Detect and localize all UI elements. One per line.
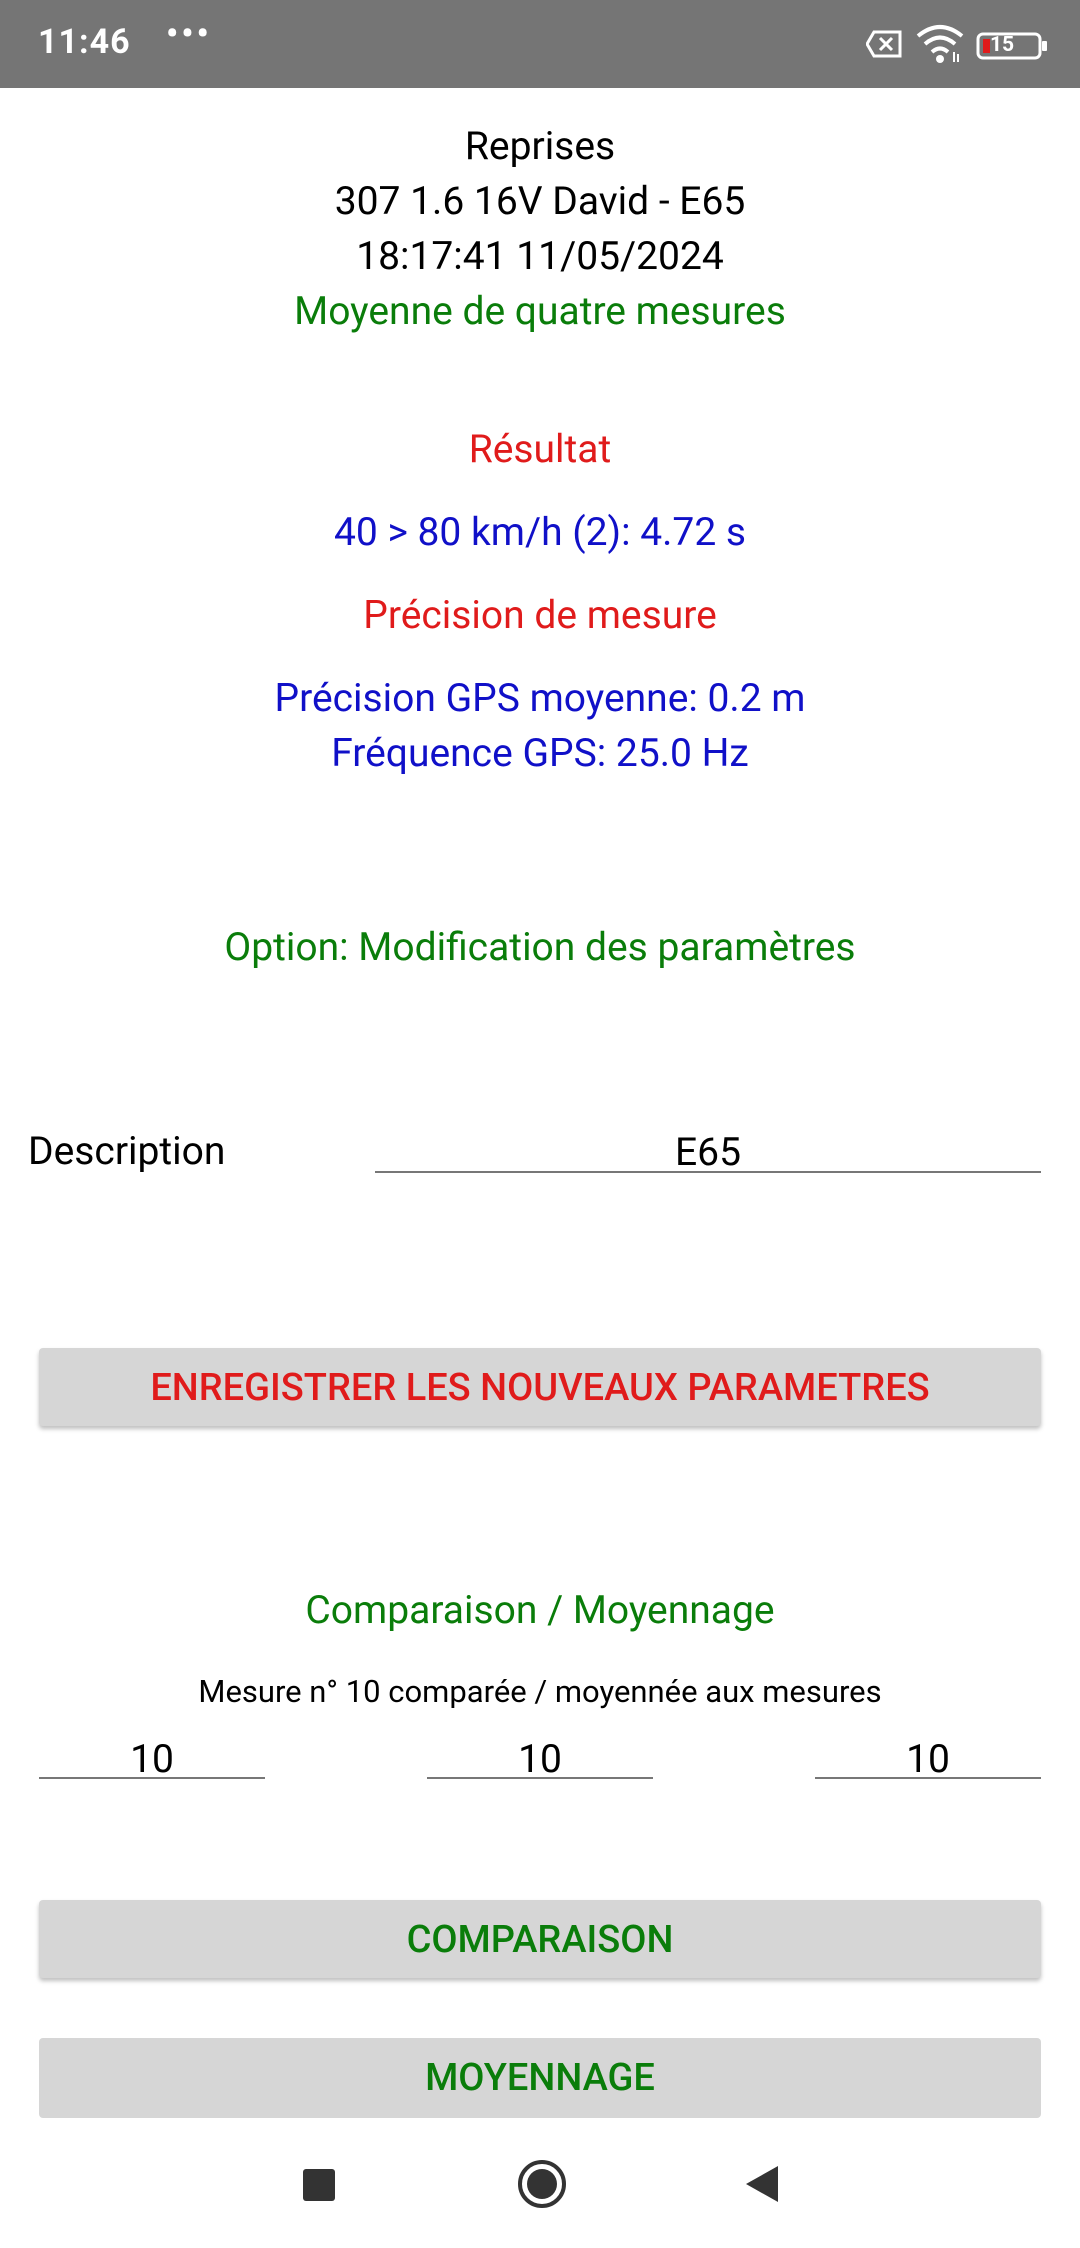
sim-x-icon [866,30,902,62]
save-parameters-button[interactable]: ENREGISTRER LES NOUVEAUX PARAMETRES [39,1348,1041,1426]
home-icon[interactable] [516,2158,568,2214]
status-time: 11:46 [38,22,131,62]
wifi-icon [916,24,964,68]
battery-level: 15 [990,33,1015,57]
compare-measure-3-input[interactable]: 10 [815,1734,1041,1779]
comparison-heading: Comparaison / Moyennage [305,1587,775,1633]
description-label: Description [28,1128,226,1174]
vehicle-name: 307 1.6 16V David - E65 [334,178,746,224]
compare-measure-2-input[interactable]: 10 [427,1734,653,1779]
options-heading: Option: Modification des paramètres [224,924,856,970]
precision-heading: Précision de mesure [363,592,717,638]
description-input[interactable]: E65 [375,1125,1041,1173]
result-value: 40 > 80 km/h (2): 4.72 s [333,509,747,555]
measurement-datetime: 18:17:41 11/05/2024 [356,233,724,279]
comparison-button[interactable]: COMPARAISON [39,1900,1041,1978]
averaging-button[interactable]: MOYENNAGE [39,2038,1041,2118]
recents-icon[interactable] [302,2168,336,2206]
page-title: Reprises [464,123,616,169]
battery-icon [976,32,1048,64]
average-note: Moyenne de quatre mesures [294,288,786,334]
gps-accuracy: Précision GPS moyenne: 0.2 m [274,675,806,721]
notification-dots: ••• [166,14,212,54]
comparison-subtitle: Mesure n° 10 comparée / moyennée aux mesures [198,1673,882,1710]
navigation-bar [0,2120,1080,2248]
back-icon[interactable] [744,2164,780,2208]
gps-frequency: Fréquence GPS: 25.0 Hz [331,730,749,776]
compare-measure-1-input[interactable]: 10 [39,1734,265,1779]
status-bar [0,0,1080,88]
result-heading: Résultat [468,426,612,472]
